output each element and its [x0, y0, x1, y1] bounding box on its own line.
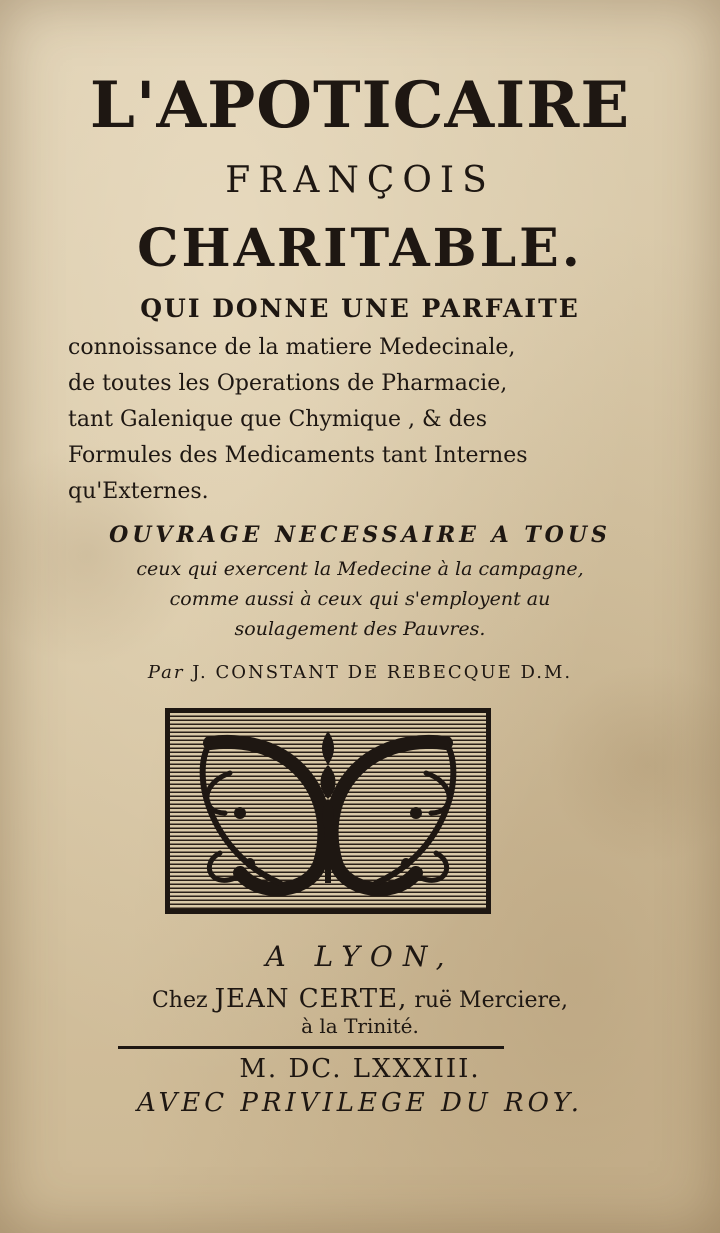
imprint-chez: Chez [151, 988, 208, 1013]
author-name: J. CONSTANT DE REBECQUE D.M. [192, 662, 573, 683]
subtitle-heading: QUI DONNE UNE PARFAITE [140, 294, 580, 323]
publication-date: M. DC. LXXXIII. [239, 1054, 481, 1084]
title-line-francois: FRANÇOIS [225, 160, 495, 201]
italic-heading: OUVRAGE NECESSAIRE A TOUS [109, 522, 611, 548]
subtitle-line: connoissance de la matiere Medecinale, [68, 335, 516, 360]
italic-body [0, 554, 720, 644]
royal-privilege: AVEC PRIVILEGE DU ROY. [136, 1088, 584, 1118]
divider-rule [118, 1046, 504, 1049]
imprint-sign: à la Trinité. [301, 1014, 419, 1038]
italic-line: soulagement des Pauvres. [234, 618, 486, 640]
subtitle-body [68, 330, 628, 510]
italic-line: ceux qui exercent la Medecine à la campagne, [136, 558, 584, 580]
author-prefix: Par [147, 662, 185, 683]
author-line [60, 662, 660, 683]
title-line-charitable: CHARITABLE. [137, 218, 583, 279]
subtitle-line: Formules des Medicaments tant Internes [68, 443, 528, 468]
title-line-apoticaire: L'APOTICAIRE [89, 68, 631, 143]
subtitle-line: tant Galenique que Chymique , & des [68, 407, 487, 432]
imprint-street: ruë Merciere, [414, 988, 569, 1013]
imprint-printer: JEAN CERTE, [214, 984, 408, 1014]
printer-ornament-monogram-icon [165, 708, 491, 914]
imprint-printer-line [0, 984, 720, 1014]
subtitle-line: de toutes les Operations de Pharmacie, [68, 371, 508, 396]
subtitle-line: qu'Externes. [68, 479, 209, 504]
italic-line: comme aussi à ceux qui s'employent au [169, 588, 551, 610]
imprint-city: A LYON, [265, 940, 455, 973]
